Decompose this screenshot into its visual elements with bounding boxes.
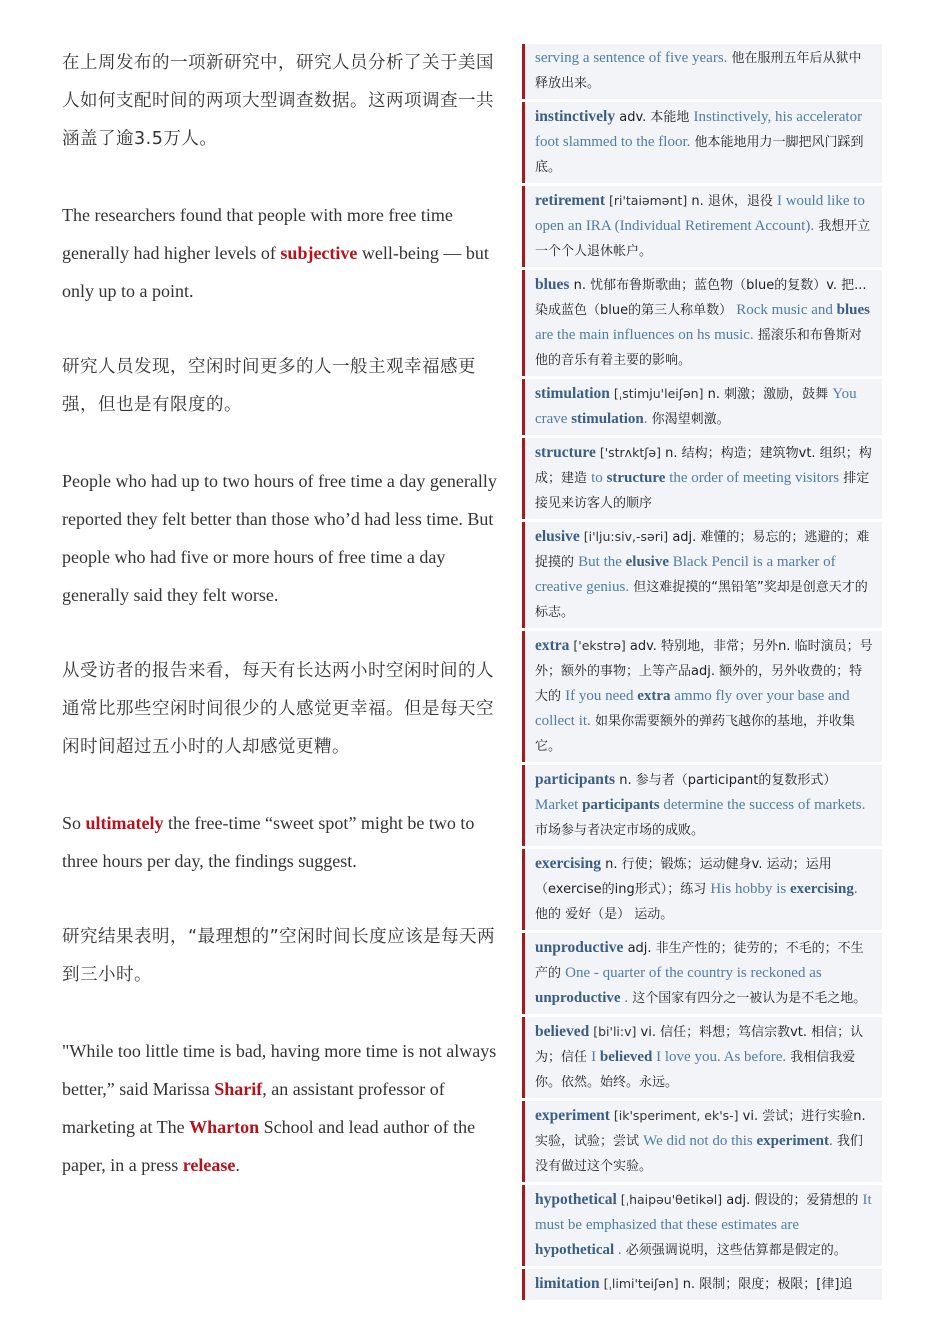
vocab-card: stimulation [ˌstimju'leiʃən] n. 刺激；激励，鼓舞 You crave stimulation. 你渴望刺激。: [522, 379, 882, 435]
vocab-card: instinctively adv. 本能地 Instinctively, his accelerator foot slammed to the floor. 他本能地用力一脚把风门踩到底。: [522, 102, 882, 183]
vocab-word[interactable]: participants: [535, 771, 616, 788]
vocab-card: exercising n. 行使；锻炼；运动健身v. 运动；运用（exercise的ing形式）；练习 His hobby is exercising. 他的 爱好（是） 运动。: [522, 849, 882, 930]
vocab-word[interactable]: retirement: [535, 192, 605, 209]
keyword-ultimately[interactable]: ultimately: [85, 813, 164, 833]
vocab-card: elusive [i'lju:siv,-səri] adj. 难懂的；易忘的；逃避的；难捉摸的 But the elusive Black Pencil is a marker of creative genius. 但这难捉摸的“黑铅笔”奖却是创意天才的标志。: [522, 522, 882, 628]
paragraph-en-3: So ultimately the free-time “sweet spot” might be two to three hours per day, the findings suggest.: [62, 813, 475, 871]
vocab-card: structure ['strʌktʃə] n. 结构；构造；建筑物vt. 组织；构成；建造 to structure the order of meeting visitors 排定接见来访客人的顺序: [522, 438, 882, 519]
keyword-wharton[interactable]: Wharton: [189, 1117, 260, 1137]
vocab-word[interactable]: believed: [535, 1023, 590, 1040]
vocab-word[interactable]: structure: [535, 444, 596, 461]
paragraph-zh-1: 在上周发布的一项新研究中，研究人员分析了关于美国人如何支配时间的两项大型调查数据。这两项调查一共涵盖了逾3.5万人。: [62, 53, 494, 149]
vocab-card: believed [bi'li:v] vi. 信任；料想；笃信宗教vt. 相信；认为；信任 I believed I love you. As before. 我相信我爱你。依然。始终。永远。: [522, 1017, 882, 1098]
keyword-release[interactable]: release: [182, 1155, 236, 1175]
vocabulary-column: [522, 44, 882, 1303]
paragraph-zh-3: 从受访者的报告来看，每天有长达两小时空闲时间的人通常比那些空闲时间很少的人感觉更幸福。但是每天空闲时间超过五小时的人却感觉更糟。: [62, 661, 494, 757]
vocab-card: serving a sentence of five years. 他在服刑五年后从狱中释放出来。: [522, 44, 882, 99]
keyword-subjective[interactable]: subjective: [280, 243, 358, 263]
paragraph-en-2: People who had up to two hours of free time a day generally reported they felt better than those who’d had less time. But people who had five or more hours of free time a day generally said they felt worse.: [62, 471, 497, 605]
vocab-word[interactable]: extra: [535, 637, 570, 654]
keyword-sharif[interactable]: Sharif: [214, 1079, 263, 1099]
vocab-word[interactable]: blues: [535, 276, 570, 293]
vocab-card: limitation [ˌlimi'teiʃən] n. 限制；限度；极限；[律]追: [522, 1269, 882, 1300]
paragraph-en-1: The researchers found that people with more free time generally had higher levels of subjective well-being — but only up to a point.: [62, 205, 489, 301]
vocab-card: hypothetical [ˌhaipəu'θetikəl] adj. 假设的；爱猜想的 It must be emphasized that these estimates are hypothetical . 必须强调说明，这些估算都是假定的。: [522, 1185, 882, 1266]
vocab-word[interactable]: limitation: [535, 1275, 600, 1292]
vocab-card: extra ['ekstrə] adv. 特别地，非常；另外n. 临时演员；号外；额外的事物；上等产品adj. 额外的，另外收费的；特大的 If you need extra ammo fly over your base and collect it. 如果你需要额外的弹药飞越你的基地，并收集它。: [522, 631, 882, 762]
vocab-card: retirement [ri'taiəmənt] n. 退休，退役 I would like to open an IRA (Individual Retirement Account). 我想开立一个个人退休帐户。: [522, 186, 882, 267]
vocab-card: participants n. 参与者（participant的复数形式） Market participants determine the success of markets. 市场参与者决定市场的成败。: [522, 765, 882, 846]
vocab-word[interactable]: instinctively: [535, 108, 616, 125]
vocab-word[interactable]: hypothetical: [535, 1191, 617, 1208]
vocab-card: unproductive adj. 非生产性的；徒劳的；不毛的；不生产的 One - quarter of the country is reckoned as unproductive . 这个国家有四分之一被认为是不毛之地。: [522, 933, 882, 1014]
vocab-word[interactable]: stimulation: [535, 385, 610, 402]
paragraph-en-4: "While too little time is bad, having more time is not always better,” said Marissa Sharif, an assistant professor of marketing at The Wharton School and lead author of the paper, in a press release.: [62, 1041, 497, 1175]
article-column: [62, 44, 510, 1222]
vocab-word[interactable]: experiment: [535, 1107, 610, 1124]
vocab-word[interactable]: unproductive: [535, 939, 624, 956]
vocab-word[interactable]: exercising: [535, 855, 602, 872]
paragraph-zh-2: 研究人员发现，空闲时间更多的人一般主观幸福感更强，但也是有限度的。: [62, 357, 476, 415]
vocab-card: blues n. 忧郁布鲁斯歌曲；蓝色物（blue的复数）v. 把...染成蓝色（blue的第三人称单数） Rock music and blues are the main influences on hs music. 摇滚乐和布鲁斯对他的音乐有着主要的影响。: [522, 270, 882, 376]
vocab-word[interactable]: elusive: [535, 528, 580, 545]
paragraph-zh-4: 研究结果表明，“最理想的”空闲时间长度应该是每天两到三小时。: [62, 927, 496, 985]
vocab-card: experiment [ik'speriment, ek's-] vi. 尝试；进行实验n. 实验，试验；尝试 We did not do this experiment. 我们没有做过这个实验。: [522, 1101, 882, 1182]
